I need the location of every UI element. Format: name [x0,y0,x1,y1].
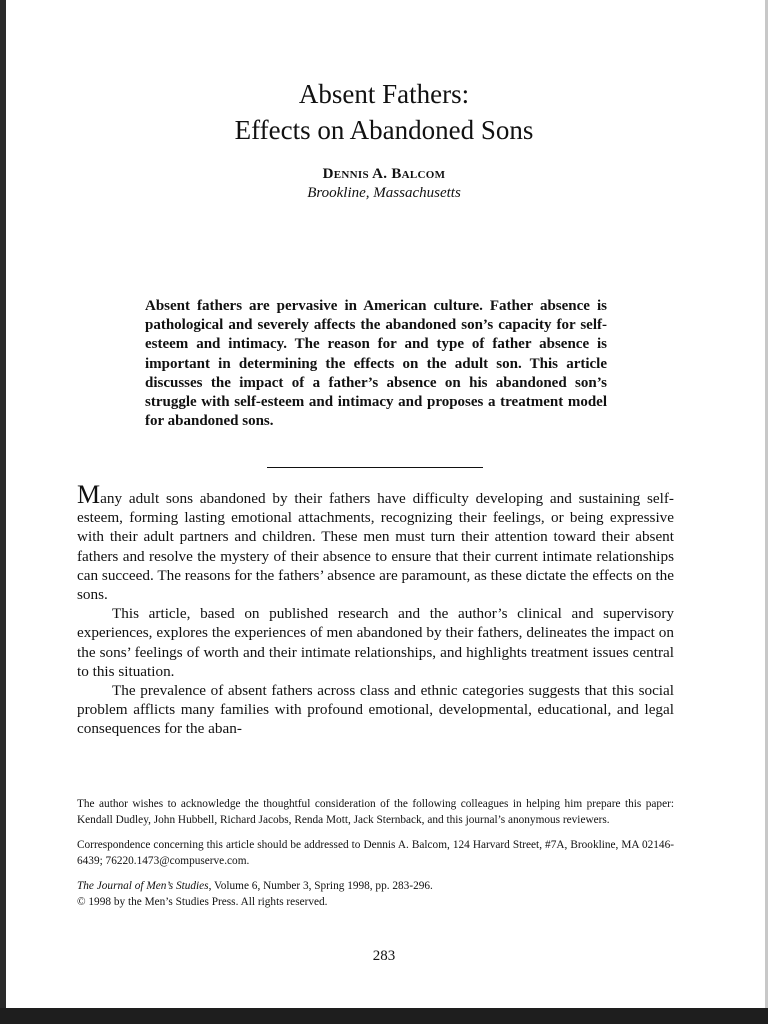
paragraph-2: This article, based on published research and the author’s clinical and supervisory experiences, explores the experiences of men abandoned by their fathers, delineates the impact on the sons’ feelings of worth and their intimate relationships, and highlights treatment issues central to this situation. [77,605,674,680]
author-affiliation: Brookline, Massachusetts [307,185,461,201]
footnotes [77,796,674,910]
page-number: 283 [372,948,396,964]
correspondence-note: Correspondence concerning this article should be addressed to Dennis A. Balcom, 124 Harvard Street, #7A, Brookline, MA 02146-6439; 76220.1473@compuserve.com. [77,839,674,867]
journal-details: , Volume 6, Number 3, Spring 1998, pp. 283-296. [208,880,433,892]
body-text [77,480,674,739]
title-line-2: Effects on Abandoned Sons [234,115,534,145]
scan-frame-bottom [0,1008,768,1024]
abstract: Absent fathers are pervasive in American culture. Father absence is pathological and severely affects the abandoned son’s capacity for self-esteem and intimacy. The reason for and type of father absence is important in determining the effects on the adult son. This article discusses the impact of a father’s absence on his abandoned son’s struggle with self-esteem and intimacy and proposes a treatment model for abandoned sons. [145,298,607,430]
citation-note [77,878,674,910]
paragraph-3: The prevalence of absent fathers across class and ethnic categories suggests that this social problem afflicts many families with profound emotional, developmental, educational, and legal consequences for the aban- [77,682,674,738]
author-name: Dennis A. Balcom [322,166,446,182]
drop-cap: M [77,480,101,509]
article-title [0,76,768,148]
acknowledgment-note: The author wishes to acknowledge the thoughtful consideration of the following colleagues in helping him prepare this paper: Kendall Dudley, John Hubbell, Richard Jacobs, Renda Mott, Jack Sternback, and this journal’s anonymous reviewers. [77,798,674,826]
copyright-line: © 1998 by the Men’s Studies Press. All rights reserved. [77,896,328,908]
paragraph-1 [77,480,674,604]
title-line-1: Absent Fathers: [298,79,470,109]
journal-name: The Journal of Men’s Studies [77,880,209,892]
section-divider [267,467,483,468]
scan-frame-left [0,0,6,1024]
paragraph-1-text: any adult sons abandoned by their fathers have difficulty developing and sustaining self-esteem, forming lasting emotional attachments, recognizing their feelings, or being expressive with their adult partners and children. These men must turn their attention toward their absent fathers and resolve the mystery of their absence to ensure that their current intimate relationships can succeed. The reasons for the fathers’ absence are paramount, as these dictate the effects on the sons. [77,490,674,604]
